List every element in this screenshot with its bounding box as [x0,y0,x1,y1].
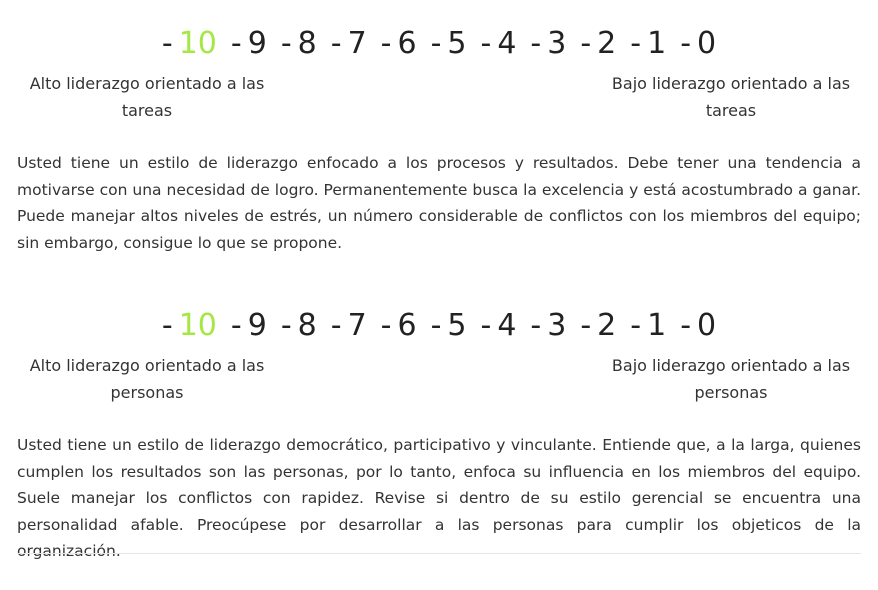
scale-dash: - [230,26,242,61]
scale-right-label: Bajo liderazgo orientado a las personas [611,356,851,402]
scale-number: 5 [447,26,467,61]
scale-step [481,26,517,61]
task-leadership-scale-ends [0,70,878,124]
scale-number: 8 [297,308,317,343]
scale-dash: - [480,26,492,61]
scale-dash: - [430,26,442,61]
scale-number: 6 [397,308,417,343]
scale-dash: - [161,26,173,61]
scale-step [481,308,517,343]
scale-dash: - [680,308,692,343]
scale-step [431,308,467,343]
scale-dash: - [530,308,542,343]
scale-dash: - [330,308,342,343]
scale-dash: - [230,308,242,343]
scale-dash: - [580,26,592,61]
scale-step [381,26,417,61]
scale-number: 0 [697,26,717,61]
scale-number: 1 [647,308,667,343]
scale-dash: - [680,26,692,61]
people-leadership-description: Usted tiene un estilo de liderazgo democrático, participativo y vinculante. Entiende que, a la larga, quienes cumplen los resultados son las personas, por lo tanto, enfoca su influencia en los miembros del equipo. Suele manejar los conflictos con rapidez. Revise si dentro de su estilo gerencial se encuentra una personalidad afable. Preocúpese por desarrollar a las personas para cumplir los objeticos de la organización. [17,436,861,560]
scale-number: 0 [697,308,717,343]
scale-step [231,308,267,343]
scale-step [630,26,666,61]
scale-step [630,308,666,343]
scale-step [331,26,367,61]
task-leadership-description: Usted tiene un estilo de liderazgo enfocado a los procesos y resultados. Debe tener una tendencia a motivarse con una necesidad de logro. Permanentemente busca la excelencia y está acostumbrado a ganar. Puede manejar altos niveles de estrés, un número considerable de conflictos con los miembros del equipo; sin embargo, consigue lo que se propone. [17,154,861,252]
scale-dash: - [530,26,542,61]
people-leadership-scale-ends [0,352,878,406]
scale-number: 9 [247,26,267,61]
scale-right-label: Bajo liderazgo orientado a las tareas [611,74,851,120]
scale-dash: - [280,308,292,343]
scale-step [431,26,467,61]
scale-dash: - [161,308,173,343]
scale-number: 8 [297,26,317,61]
scale-dash: - [380,26,392,61]
scale-left-label: Alto liderazgo orientado a las tareas [29,74,265,120]
scale-step [530,308,566,343]
scale-number: 7 [347,308,367,343]
scale-number: 4 [497,308,517,343]
scale-number: 10 [178,26,217,61]
scale-number: 7 [347,26,367,61]
scale-dash: - [330,26,342,61]
people-leadership-scale [0,308,878,350]
scale-number: 4 [497,26,517,61]
scale-number: 2 [597,26,617,61]
scale-step [530,26,566,61]
scale-left-label: Alto liderazgo orientado a las personas [29,356,265,402]
scale-step [331,308,367,343]
scale-step [162,308,217,343]
scale-step [680,308,716,343]
scale-number: 3 [547,308,567,343]
scale-number: 6 [397,26,417,61]
scale-dash: - [480,308,492,343]
scale-step [281,26,317,61]
scale-step [162,26,217,61]
scale-dash: - [380,308,392,343]
scale-step [680,26,716,61]
bottom-divider [17,553,861,554]
scale-dash: - [630,308,642,343]
scale-number: 1 [647,26,667,61]
scale-step [281,308,317,343]
scale-step [580,308,616,343]
scale-step [231,26,267,61]
scale-dash: - [580,308,592,343]
task-leadership-section [0,26,878,252]
scale-number: 2 [597,308,617,343]
scale-dash: - [430,308,442,343]
people-leadership-section [0,308,878,560]
scale-number: 10 [178,308,217,343]
task-leadership-scale [0,26,878,68]
scale-number: 3 [547,26,567,61]
scale-dash: - [630,26,642,61]
scale-step [580,26,616,61]
scale-step [381,308,417,343]
scale-dash: - [280,26,292,61]
scale-number: 5 [447,308,467,343]
scale-number: 9 [247,308,267,343]
